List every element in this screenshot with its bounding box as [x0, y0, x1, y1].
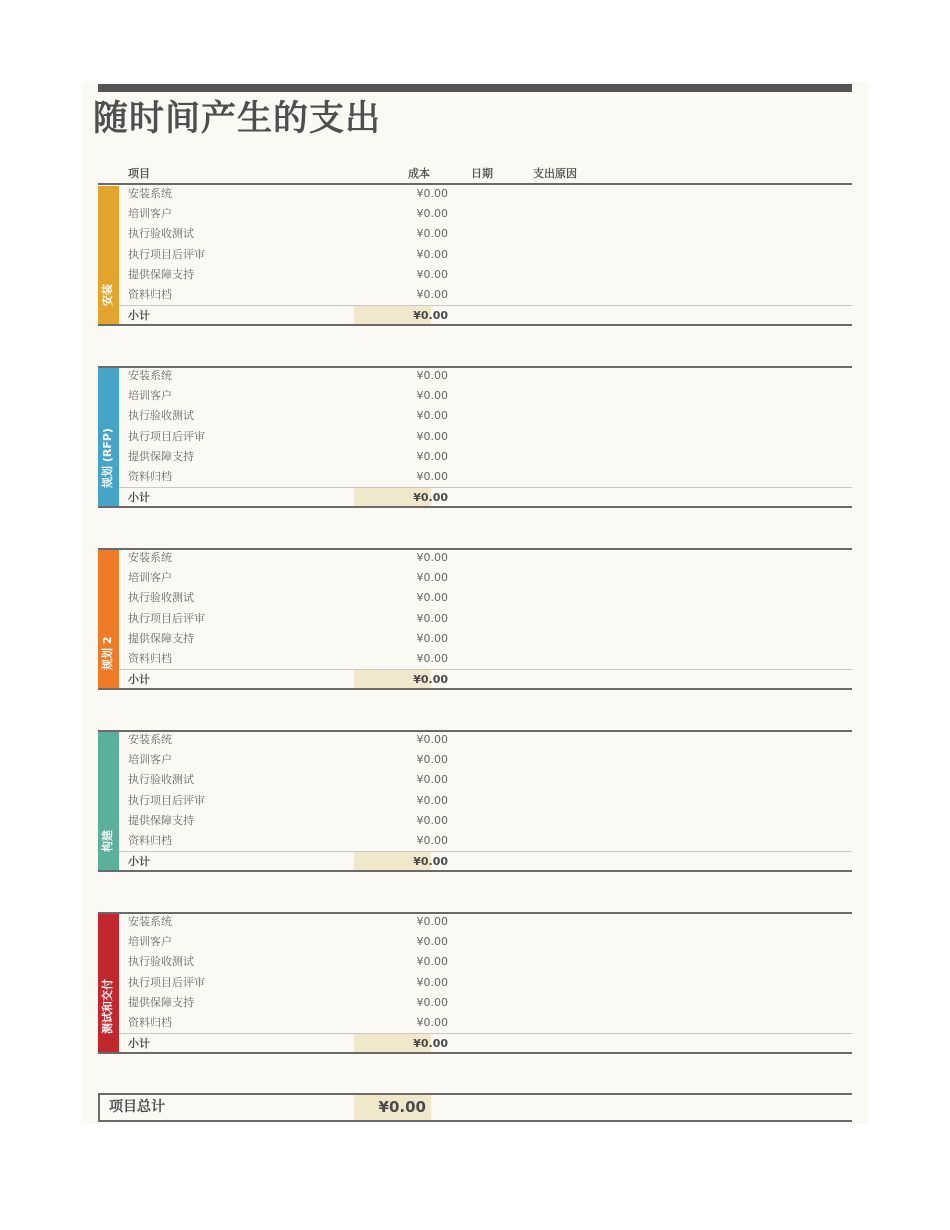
- total-top-rule: [98, 1093, 852, 1095]
- table-row: [119, 184, 852, 204]
- table-row: [119, 265, 852, 285]
- section-color-bar: [98, 186, 119, 324]
- subtotal-label: 小计: [128, 855, 150, 868]
- row-item[interactable]: 执行验收测试: [128, 955, 194, 969]
- row-cost[interactable]: ¥0.00: [416, 389, 448, 403]
- row-item[interactable]: 执行验收测试: [128, 409, 194, 423]
- table-row: [119, 285, 852, 305]
- subtotal-label: 小计: [128, 673, 150, 686]
- row-item[interactable]: 执行项目后评审: [128, 793, 205, 807]
- column-header-cost: 成本: [408, 167, 430, 180]
- table-row: [119, 548, 852, 568]
- row-cost[interactable]: ¥0.00: [416, 551, 448, 564]
- row-cost[interactable]: ¥0.00: [416, 995, 448, 1009]
- table-row: [119, 912, 852, 932]
- row-cost[interactable]: ¥0.00: [416, 267, 448, 281]
- subtotal-row: [119, 670, 852, 690]
- row-item[interactable]: 资料归档: [128, 834, 172, 847]
- subtotal-label: 小计: [128, 309, 150, 322]
- total-value[interactable]: ¥0.00: [378, 1098, 426, 1116]
- table-row: [119, 224, 852, 244]
- row-item[interactable]: 执行项目后评审: [128, 429, 205, 443]
- column-header-date: 日期: [471, 167, 493, 180]
- row-cost[interactable]: ¥0.00: [416, 753, 448, 767]
- table-row: [119, 629, 852, 649]
- row-item[interactable]: 执行项目后评审: [128, 611, 205, 625]
- table-row: [119, 973, 852, 993]
- section-4: [98, 730, 852, 872]
- table-row: [119, 770, 852, 790]
- table-row: [119, 831, 852, 851]
- row-cost[interactable]: ¥0.00: [416, 429, 448, 443]
- row-item[interactable]: 培训客户: [128, 389, 172, 403]
- table-row: [119, 730, 852, 750]
- table-row: [119, 932, 852, 952]
- row-cost[interactable]: ¥0.00: [416, 470, 448, 483]
- row-cost[interactable]: ¥0.00: [416, 813, 448, 827]
- subtotal-value[interactable]: ¥0.00: [413, 673, 448, 686]
- row-item[interactable]: 提供保障支持: [128, 449, 194, 463]
- row-cost[interactable]: ¥0.00: [416, 975, 448, 989]
- row-item[interactable]: 培训客户: [128, 753, 172, 767]
- row-item[interactable]: 执行验收测试: [128, 591, 194, 605]
- table-row: [119, 609, 852, 629]
- table-row: [119, 386, 852, 406]
- section-label: 规划 (RFP): [101, 428, 114, 488]
- table-row: [119, 204, 852, 224]
- row-item[interactable]: 提供保障支持: [128, 631, 194, 645]
- section-label: 安装: [101, 284, 114, 306]
- subtotal-row: [119, 1034, 852, 1054]
- row-cost[interactable]: ¥0.00: [416, 611, 448, 625]
- subtotal-label: 小计: [128, 1037, 150, 1050]
- row-cost[interactable]: ¥0.00: [416, 935, 448, 949]
- row-cost[interactable]: ¥0.00: [416, 571, 448, 585]
- row-item[interactable]: 安装系统: [128, 915, 172, 928]
- row-cost[interactable]: ¥0.00: [416, 915, 448, 928]
- row-cost[interactable]: ¥0.00: [416, 631, 448, 645]
- row-cost[interactable]: ¥0.00: [416, 187, 448, 200]
- row-item[interactable]: 培训客户: [128, 571, 172, 585]
- table-row: [119, 952, 852, 972]
- row-cost[interactable]: ¥0.00: [416, 955, 448, 969]
- row-item[interactable]: 资料归档: [128, 470, 172, 483]
- table-row: [119, 366, 852, 386]
- subtotal-row: [119, 306, 852, 326]
- row-cost[interactable]: ¥0.00: [416, 409, 448, 423]
- section-color-bar: [98, 550, 119, 688]
- row-cost[interactable]: ¥0.00: [416, 773, 448, 787]
- table-row: [119, 447, 852, 467]
- section-label: 构建: [101, 830, 114, 852]
- row-item[interactable]: 执行验收测试: [128, 773, 194, 787]
- row-item[interactable]: 提供保障支持: [128, 267, 194, 281]
- section-3: [98, 548, 852, 690]
- row-item[interactable]: 资料归档: [128, 652, 172, 665]
- section-2: [98, 366, 852, 508]
- row-cost[interactable]: ¥0.00: [416, 591, 448, 605]
- subtotal-value[interactable]: ¥0.00: [413, 855, 448, 868]
- table-row: [119, 568, 852, 588]
- row-item[interactable]: 安装系统: [128, 187, 172, 200]
- table-row: [119, 791, 852, 811]
- row-item[interactable]: 培训客户: [128, 935, 172, 949]
- section-bottom-rule: [98, 688, 852, 690]
- table-row: [119, 649, 852, 669]
- section-5: [98, 912, 852, 1054]
- title-accent-bar: [98, 84, 852, 92]
- table-row: [119, 993, 852, 1013]
- row-cost[interactable]: ¥0.00: [416, 227, 448, 241]
- row-cost[interactable]: ¥0.00: [416, 652, 448, 665]
- row-item[interactable]: 安装系统: [128, 733, 172, 746]
- column-header-reason: 支出原因: [533, 167, 577, 180]
- subtotal-value[interactable]: ¥0.00: [413, 309, 448, 322]
- row-cost[interactable]: ¥0.00: [416, 793, 448, 807]
- project-total-row: [98, 1093, 852, 1122]
- table-row: [119, 245, 852, 265]
- section-bottom-rule: [98, 1052, 852, 1054]
- table-row: [119, 588, 852, 608]
- row-cost[interactable]: ¥0.00: [416, 449, 448, 463]
- row-item[interactable]: 资料归档: [128, 288, 172, 301]
- section-1: [98, 184, 852, 326]
- section-label: 规划 2: [101, 636, 114, 670]
- section-bottom-rule: [98, 506, 852, 508]
- section-bottom-rule: [98, 870, 852, 872]
- row-cost[interactable]: ¥0.00: [416, 247, 448, 261]
- subtotal-label: 小计: [128, 491, 150, 504]
- subtotal-value[interactable]: ¥0.00: [413, 491, 448, 504]
- row-item[interactable]: 提供保障支持: [128, 813, 194, 827]
- row-item[interactable]: 执行项目后评审: [128, 247, 205, 261]
- subtotal-row: [119, 852, 852, 872]
- table-row: [119, 1013, 852, 1033]
- table-row: [119, 406, 852, 426]
- total-left-rule: [98, 1093, 100, 1122]
- row-item[interactable]: 提供保障支持: [128, 995, 194, 1009]
- row-cost[interactable]: ¥0.00: [416, 1016, 448, 1029]
- row-cost[interactable]: ¥0.00: [416, 834, 448, 847]
- row-item[interactable]: 资料归档: [128, 1016, 172, 1029]
- section-label: 测试和交付: [101, 979, 114, 1034]
- subtotal-value[interactable]: ¥0.00: [413, 1037, 448, 1050]
- row-cost[interactable]: ¥0.00: [416, 288, 448, 301]
- section-bottom-rule: [98, 324, 852, 326]
- row-item[interactable]: 执行项目后评审: [128, 975, 205, 989]
- subtotal-row: [119, 488, 852, 508]
- column-header-item: 项目: [128, 167, 150, 180]
- section-color-bar: [98, 914, 119, 1052]
- table-row: [119, 467, 852, 487]
- total-bottom-rule: [98, 1120, 852, 1122]
- row-cost[interactable]: ¥0.00: [416, 733, 448, 746]
- table-row: [119, 750, 852, 770]
- section-color-bar: [98, 368, 119, 506]
- total-label[interactable]: 项目总计: [109, 1099, 165, 1115]
- row-item[interactable]: 执行验收测试: [128, 227, 194, 241]
- table-row: [119, 811, 852, 831]
- page-title: 随时间产生的支出: [93, 99, 382, 139]
- row-cost[interactable]: ¥0.00: [416, 207, 448, 221]
- row-item[interactable]: 安装系统: [128, 369, 172, 382]
- row-cost[interactable]: ¥0.00: [416, 369, 448, 382]
- section-color-bar: [98, 732, 119, 870]
- row-item[interactable]: 培训客户: [128, 207, 172, 221]
- row-item[interactable]: 安装系统: [128, 551, 172, 564]
- table-row: [119, 427, 852, 447]
